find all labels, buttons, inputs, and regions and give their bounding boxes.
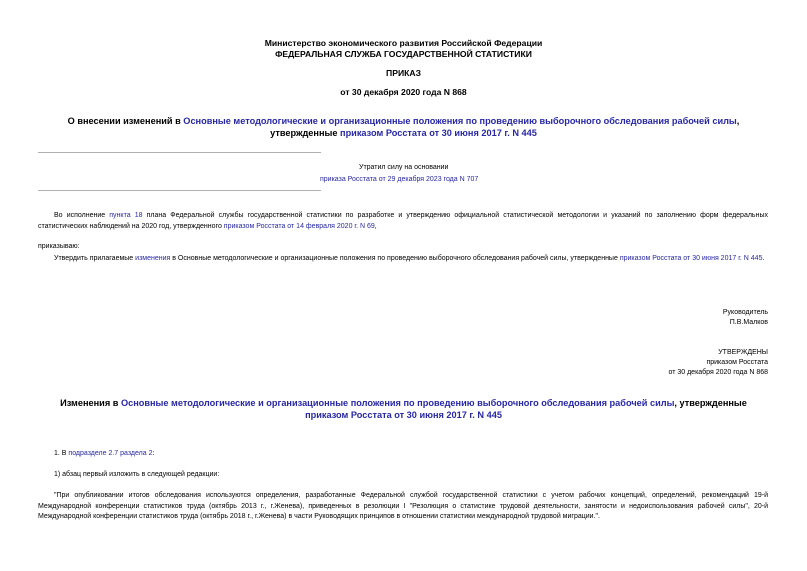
title-middle: , утвержденные bbox=[270, 116, 740, 138]
changes-title-middle: , утвержденные bbox=[674, 398, 747, 408]
ministry-name: Министерство экономического развития Российской Федерации bbox=[264, 38, 543, 48]
title-link-regulations[interactable]: Основные методологические и организационные положения по проведению выборочного обследования рабочей силы bbox=[183, 116, 737, 126]
change-quote: "При опубликовании итогов обследования используются определения, разработанные Федеральной службой государственной статистики с учетом рабочих концепций, определений, рекомендаций 19-й Международной конференции статистиков труда (октябрь 2013 г., г.Женева), приведенных в резолюции I "Резолюция о статистике трудовой деятельности, занятости и недоиспользования рабочей силы", 20-й Международной конференции статистиков труда (октябрь 2018 г., г.Женева) в части Руководящих принципов в отношении статистики международной трудовой миграции.". bbox=[38, 492, 768, 520]
separator-line-bottom bbox=[38, 190, 321, 191]
para1-link-point-18[interactable]: пункта 18 bbox=[109, 212, 143, 219]
item1-text-a: 1. В bbox=[54, 450, 69, 457]
signature-name: П.В.Малков bbox=[729, 319, 768, 326]
paragraph-basis bbox=[38, 211, 768, 232]
para2-link-order-445[interactable]: приказом Росстата от 30 июня 2017 г. N 445 bbox=[619, 255, 763, 262]
para1-text-a: Во исполнение bbox=[54, 212, 110, 219]
para1-text-b: плана Федеральной службы государственной статистики по разработке и утверждению официальной статистической методологии и указаний по заполнению форм федеральных статистических наблюдений на 2020 год, утвержденного bbox=[38, 212, 768, 230]
changes-title-link-regulations[interactable]: Основные методологические и организационные положения по проведению выборочного обследования рабочей силы bbox=[120, 398, 675, 408]
para2-text-a: Утвердить прилагаемые bbox=[54, 255, 136, 262]
changes-title bbox=[40, 397, 767, 421]
para2-text-c: . bbox=[762, 255, 765, 262]
service-name: ФЕДЕРАЛЬНАЯ СЛУЖБА ГОСУДАРСТВЕННОЙ СТАТИСТИКИ bbox=[275, 49, 532, 59]
document-type: ПРИКАЗ bbox=[386, 68, 421, 78]
changes-title-prefix: Изменения в bbox=[60, 398, 121, 408]
status-note-link[interactable]: приказа Росстата от 29 декабря 2023 года N 707 bbox=[320, 176, 479, 183]
signature-position: Руководитель bbox=[722, 309, 768, 316]
approved-by-order: приказом Росстата bbox=[706, 359, 768, 366]
title-prefix: О внесении изменений в bbox=[67, 116, 184, 126]
item1-link-subsection[interactable]: подразделе 2.7 bbox=[68, 450, 119, 457]
paragraph-approve bbox=[38, 254, 768, 265]
change-item-1 bbox=[54, 449, 154, 460]
item1-link-section[interactable]: раздела 2 bbox=[120, 450, 153, 457]
changes-title-link-order-445[interactable]: приказом Росстата от 30 июня 2017 г. N 445 bbox=[305, 410, 502, 420]
document-date-number: от 30 декабря 2020 года N 868 bbox=[340, 87, 467, 97]
para1-link-order-69[interactable]: приказом Росстата от 14 февраля 2020 г. N 69 bbox=[223, 222, 375, 230]
document-title bbox=[40, 115, 767, 139]
approved-word: УТВЕРЖДЕНЫ bbox=[718, 349, 768, 356]
order-word: приказываю: bbox=[38, 243, 80, 250]
approved-date: от 30 декабря 2020 года N 868 bbox=[668, 369, 768, 376]
para1-text-c: , bbox=[374, 222, 377, 230]
title-link-order-445[interactable]: приказом Росстата от 30 июня 2017 г. N 445 bbox=[340, 128, 537, 138]
separator-line-top bbox=[38, 152, 321, 153]
status-note-text: Утратил силу на основании bbox=[359, 164, 449, 171]
item1-text-b: : bbox=[152, 450, 155, 457]
change-subitem-1: 1) абзац первый изложить в следующей редакции: bbox=[54, 471, 220, 478]
para2-link-changes[interactable]: изменения bbox=[135, 255, 171, 262]
para2-text-b: в Основные методологические и организационные положения по проведению выборочного обследования рабочей силы, утвержденные bbox=[170, 255, 620, 262]
